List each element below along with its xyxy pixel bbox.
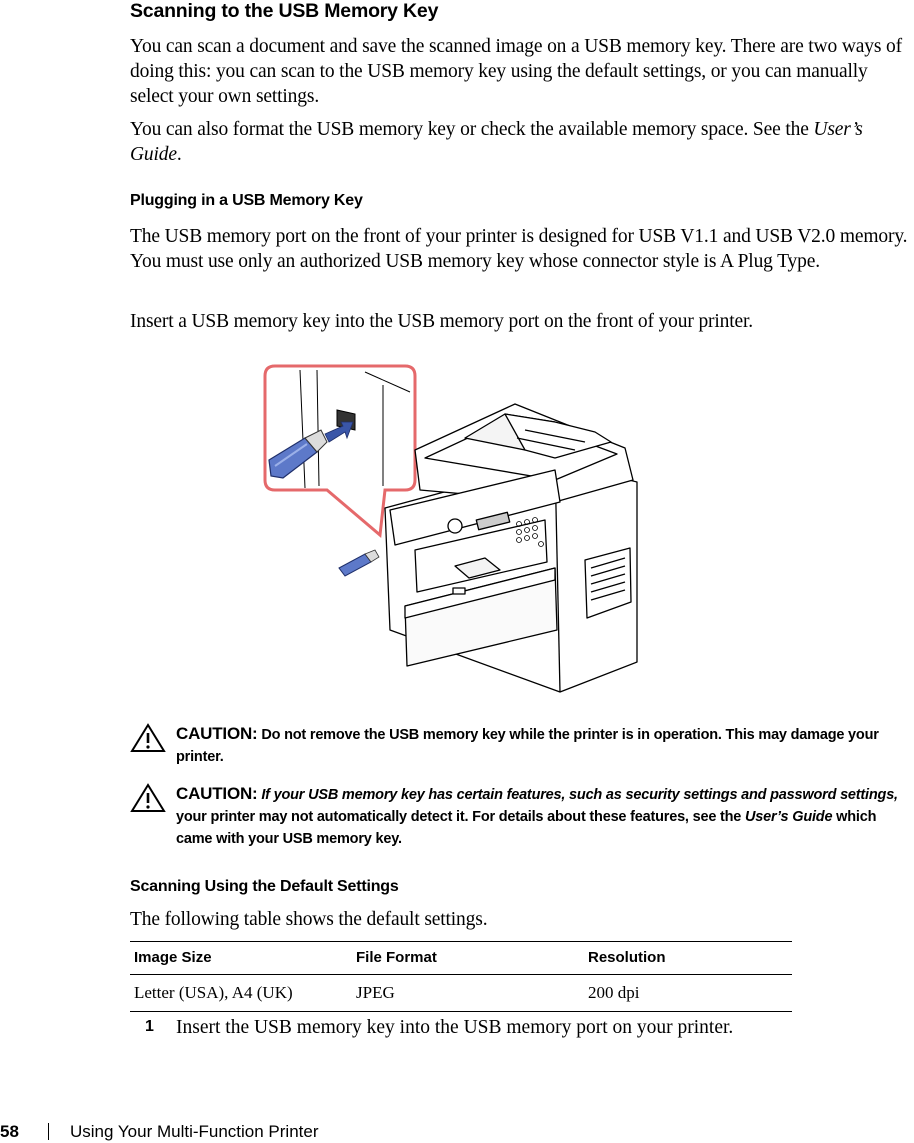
users-guide-ref: User’s Guide xyxy=(130,119,863,165)
page-number: 58 xyxy=(0,1122,19,1141)
plugging-title: Plugging in a USB Memory Key xyxy=(130,192,363,209)
section-title: Scanning to the USB Memory Key xyxy=(130,0,439,22)
caution-label: CAUTION: xyxy=(176,784,258,803)
step-text: Insert the USB memory key into the USB memory port on your printer. xyxy=(176,1017,734,1038)
default-settings-table xyxy=(130,941,792,1012)
column-header: File Format xyxy=(352,942,584,975)
column-header: Resolution xyxy=(584,942,792,975)
table-cell: JPEG xyxy=(352,975,584,1012)
intro-paragraph: You can scan a document and save the scanned image on a USB memory key. There are two ways of doing this: you can scan to the USB memory key using the default settings, or you can manually select your own settings. xyxy=(130,36,902,107)
caution-2-end: which came with your USB memory key. xyxy=(176,809,877,847)
step-number: 1 xyxy=(145,1018,154,1035)
table-intro: The following table shows the default settings. xyxy=(130,909,488,930)
printer-usb-illustration xyxy=(255,330,645,700)
page-footer xyxy=(0,1120,914,1143)
format-end: . xyxy=(176,144,182,165)
format-paragraph xyxy=(130,117,914,167)
caution-icon xyxy=(130,723,166,753)
caution-2-mid: your printer may not automatically detect it. For details about these features, see the xyxy=(176,809,745,825)
table-cell: 200 dpi xyxy=(584,975,792,1012)
usb-key xyxy=(339,550,379,576)
caution-1-text xyxy=(176,723,914,768)
printer-body xyxy=(385,404,637,692)
caution-icon xyxy=(130,783,166,813)
format-text: You can also format the USB memory key or check the available memory space. See the xyxy=(130,119,814,140)
users-guide-ref-2: User’s Guide xyxy=(745,809,833,825)
caution-2-text xyxy=(176,783,914,850)
footer-divider xyxy=(48,1123,49,1140)
chapter-title: Using Your Multi-Function Printer xyxy=(70,1122,319,1141)
caution-2-italic: If your USB memory key has certain features, such as security settings and password settings, xyxy=(261,787,898,803)
plugging-paragraph: The USB memory port on the front of your printer is designed for USB V1.1 and USB V2.0 memory. You must use only an authorized USB memory key whose connector style is A Plug Type. xyxy=(130,226,908,272)
table-cell: Letter (USA), A4 (UK) xyxy=(130,975,352,1012)
default-settings-title: Scanning Using the Default Settings xyxy=(130,878,399,895)
table-row xyxy=(130,975,792,1012)
insert-paragraph: Insert a USB memory key into the USB memory port on the front of your printer. xyxy=(130,311,754,332)
caution-1-body: Do not remove the USB memory key while the printer is in operation. This may damage your printer. xyxy=(176,727,879,765)
table-header-row xyxy=(130,942,792,975)
column-header: Image Size xyxy=(130,942,352,975)
caution-label: CAUTION: xyxy=(176,724,258,743)
